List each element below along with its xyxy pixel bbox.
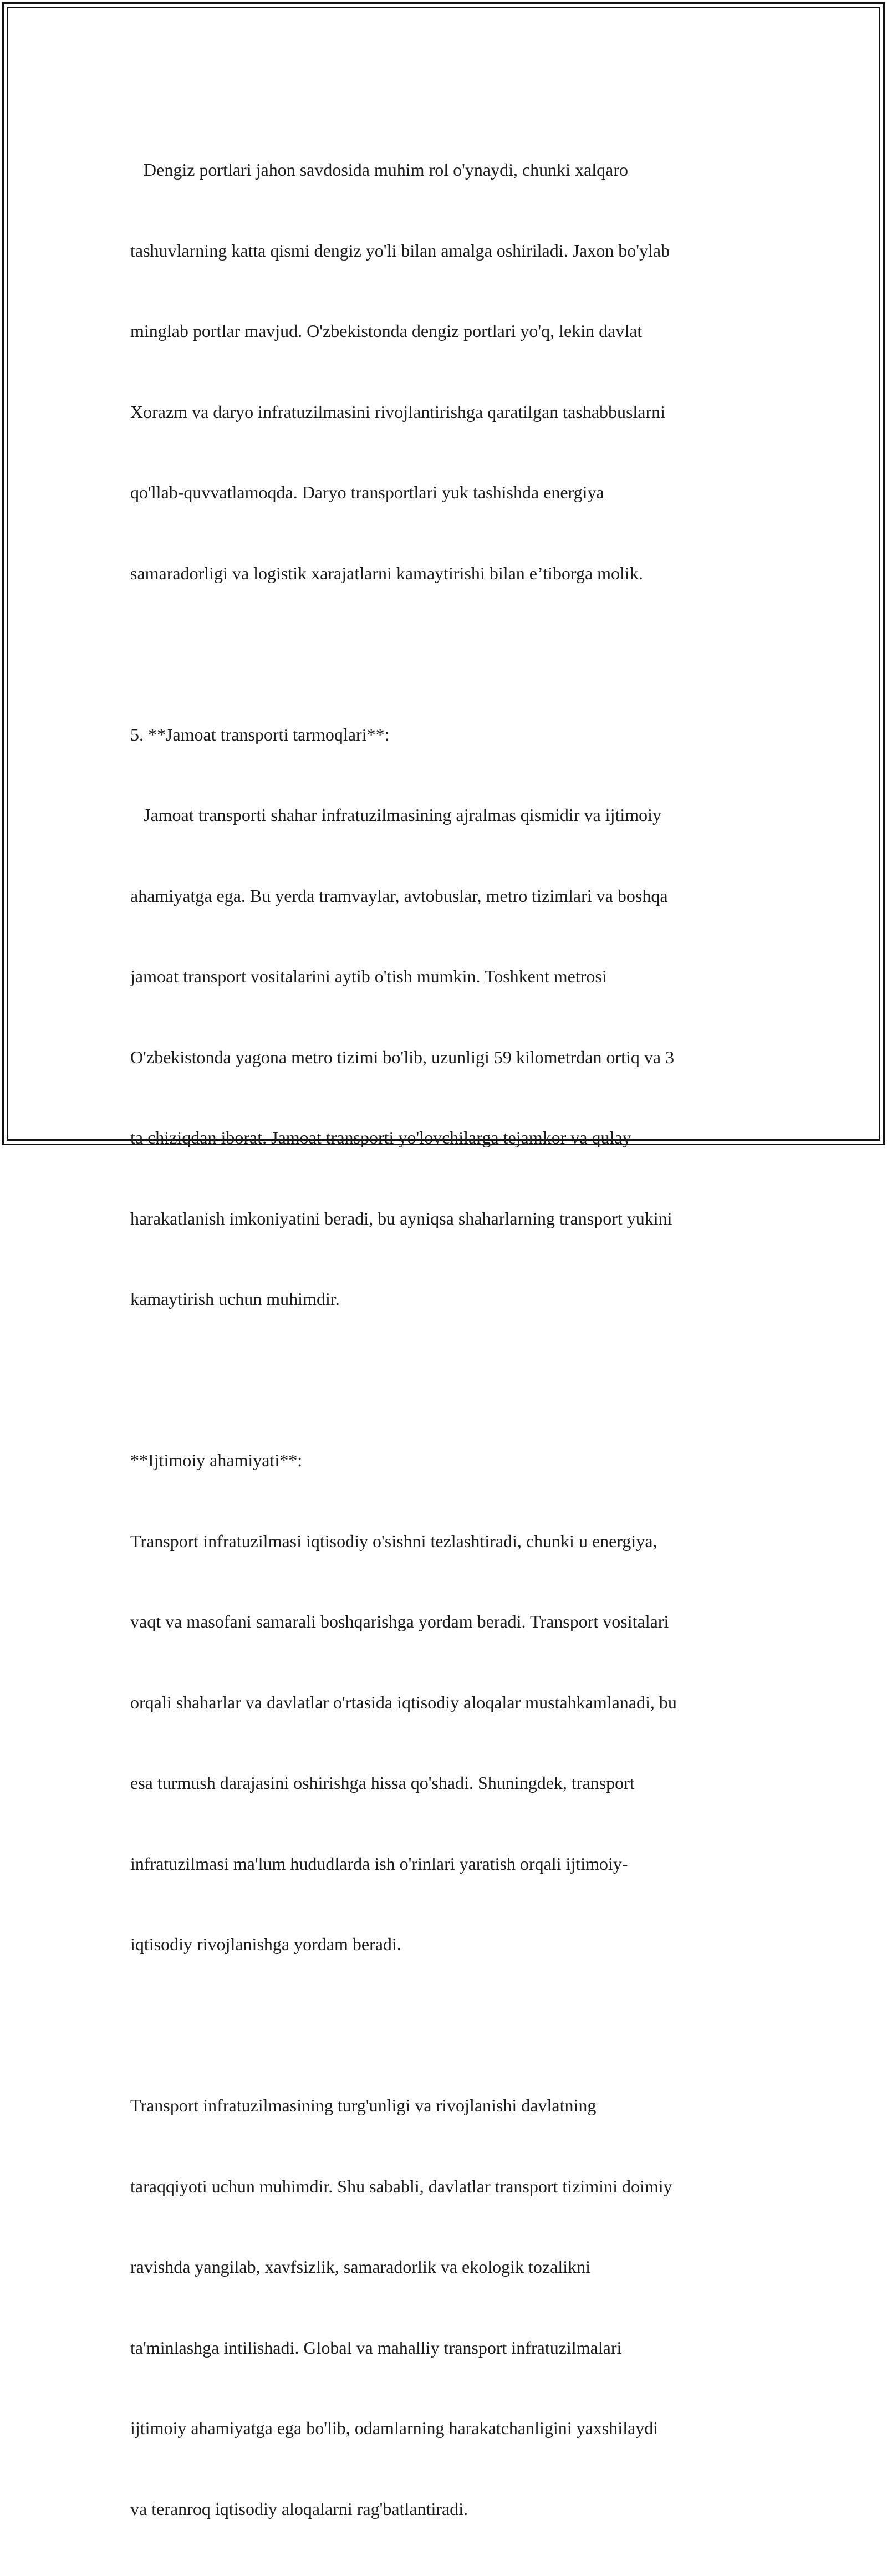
text-line: infratuzilmasi ma'lum hududlarda ish o'rinlari yaratish orqali ijtimoiy- [130, 1853, 628, 1874]
section-heading: **Ijtimoiy ahamiyati**: [130, 1450, 303, 1470]
text-line: ijtimoiy ahamiyatga ega bo'lib, odamlarning harakatchanligini yaxshilaydi [130, 2418, 659, 2438]
paragraph-gap [130, 640, 768, 667]
text-line: tashuvlarning katta qismi dengiz yo'li bilan amalga oshiriladi. Jaxon bo'ylab [130, 240, 670, 261]
text-line: samaradorligi va logistik xarajatlarni kamaytirishi bilan e’tiborga molik. [130, 563, 643, 583]
paragraph-sea-ports [130, 103, 768, 640]
text-line: orqali shaharlar va davlatlar o'rtasida iqtisodiy aloqalar mustahkamlanadi, bu [130, 1692, 677, 1712]
text-line: ravishda yangilab, xavfsizlik, samaradorlik va ekologik tozalikni [130, 2257, 590, 2277]
text-line: harakatlanish imkoniyatini beradi, bu ayniqsa shaharlarning transport yukini [130, 1208, 672, 1228]
text-line: Transport infratuzilmasining turg'unligi va rivojlanishi davlatning [130, 2095, 597, 2115]
text-line: iqtisodiy rivojlanishga yordam beradi. [130, 1934, 401, 1954]
text-line: ta'minlashga intilishadi. Global va mahalliy transport infratuzilmalari [130, 2337, 622, 2358]
text-line: Xorazm va daryo infratuzilmasini rivojlantirishga qaratilgan tashabbuslarni [130, 401, 666, 422]
text-line: vaqt va masofani samarali boshqarishga yordam beradi. Transport vositalari [130, 1611, 669, 1631]
text-line: qo'llab-quvvatlamoqda. Daryo transportlari yuk tashishda energiya [130, 482, 604, 502]
text-line: Jamoat transporti shahar infratuzilmasining ajralmas qismidir va ijtimoiy [130, 805, 662, 825]
text-line: va teranroq iqtisodiy aloqalarni rag'batlantiradi. [130, 2498, 468, 2519]
text-line: ta chiziqdan iborat. Jamoat transporti yo'lovchilarga tejamkor va qulay [130, 1128, 631, 1147]
text-line: Transport infratuzilmasi iqtisodiy o'sishni tezlashtiradi, chunki u energiya, [130, 1531, 657, 1551]
paragraph-public-transport [130, 667, 768, 1366]
text-line: esa turmush darajasini oshirishga hissa qo'shadi. Shuningdek, transport [130, 1773, 635, 1793]
text-line: jamoat transport vositalarini aytib o'tish mumkin. Toshkent metrosi [130, 966, 607, 986]
text-line: taraqqiyoti uchun muhimdir. Shu sababli, davlatlar transport tizimini doimiy [130, 2176, 672, 2196]
document-body [130, 103, 768, 2576]
paragraph-gap [130, 1366, 768, 1394]
text-line: ahamiyatga ega. Bu yerda tramvaylar, avtobuslar, metro tizimlari va boshqa [130, 885, 668, 906]
paragraph-gap [130, 2012, 768, 2039]
text-line: O'zbekistonda yagona metro tizimi bo'lib, uzunligi 59 kilometrdan ortiq va 3 [130, 1047, 675, 1067]
text-line: kamaytirish uchun muhimdir. [130, 1289, 340, 1309]
text-line: minglab portlar mavjud. O'zbekistonda dengiz portlari yo'q, lekin davlat [130, 321, 643, 341]
section-heading: 5. **Jamoat transporti tarmoqlari**: [130, 724, 390, 744]
paragraph-conclusion [130, 2038, 768, 2576]
paragraph-social-importance [130, 1393, 768, 2012]
text-line: Dengiz portlari jahon savdosida muhim rol o'ynaydi, chunki xalqaro [130, 160, 629, 180]
